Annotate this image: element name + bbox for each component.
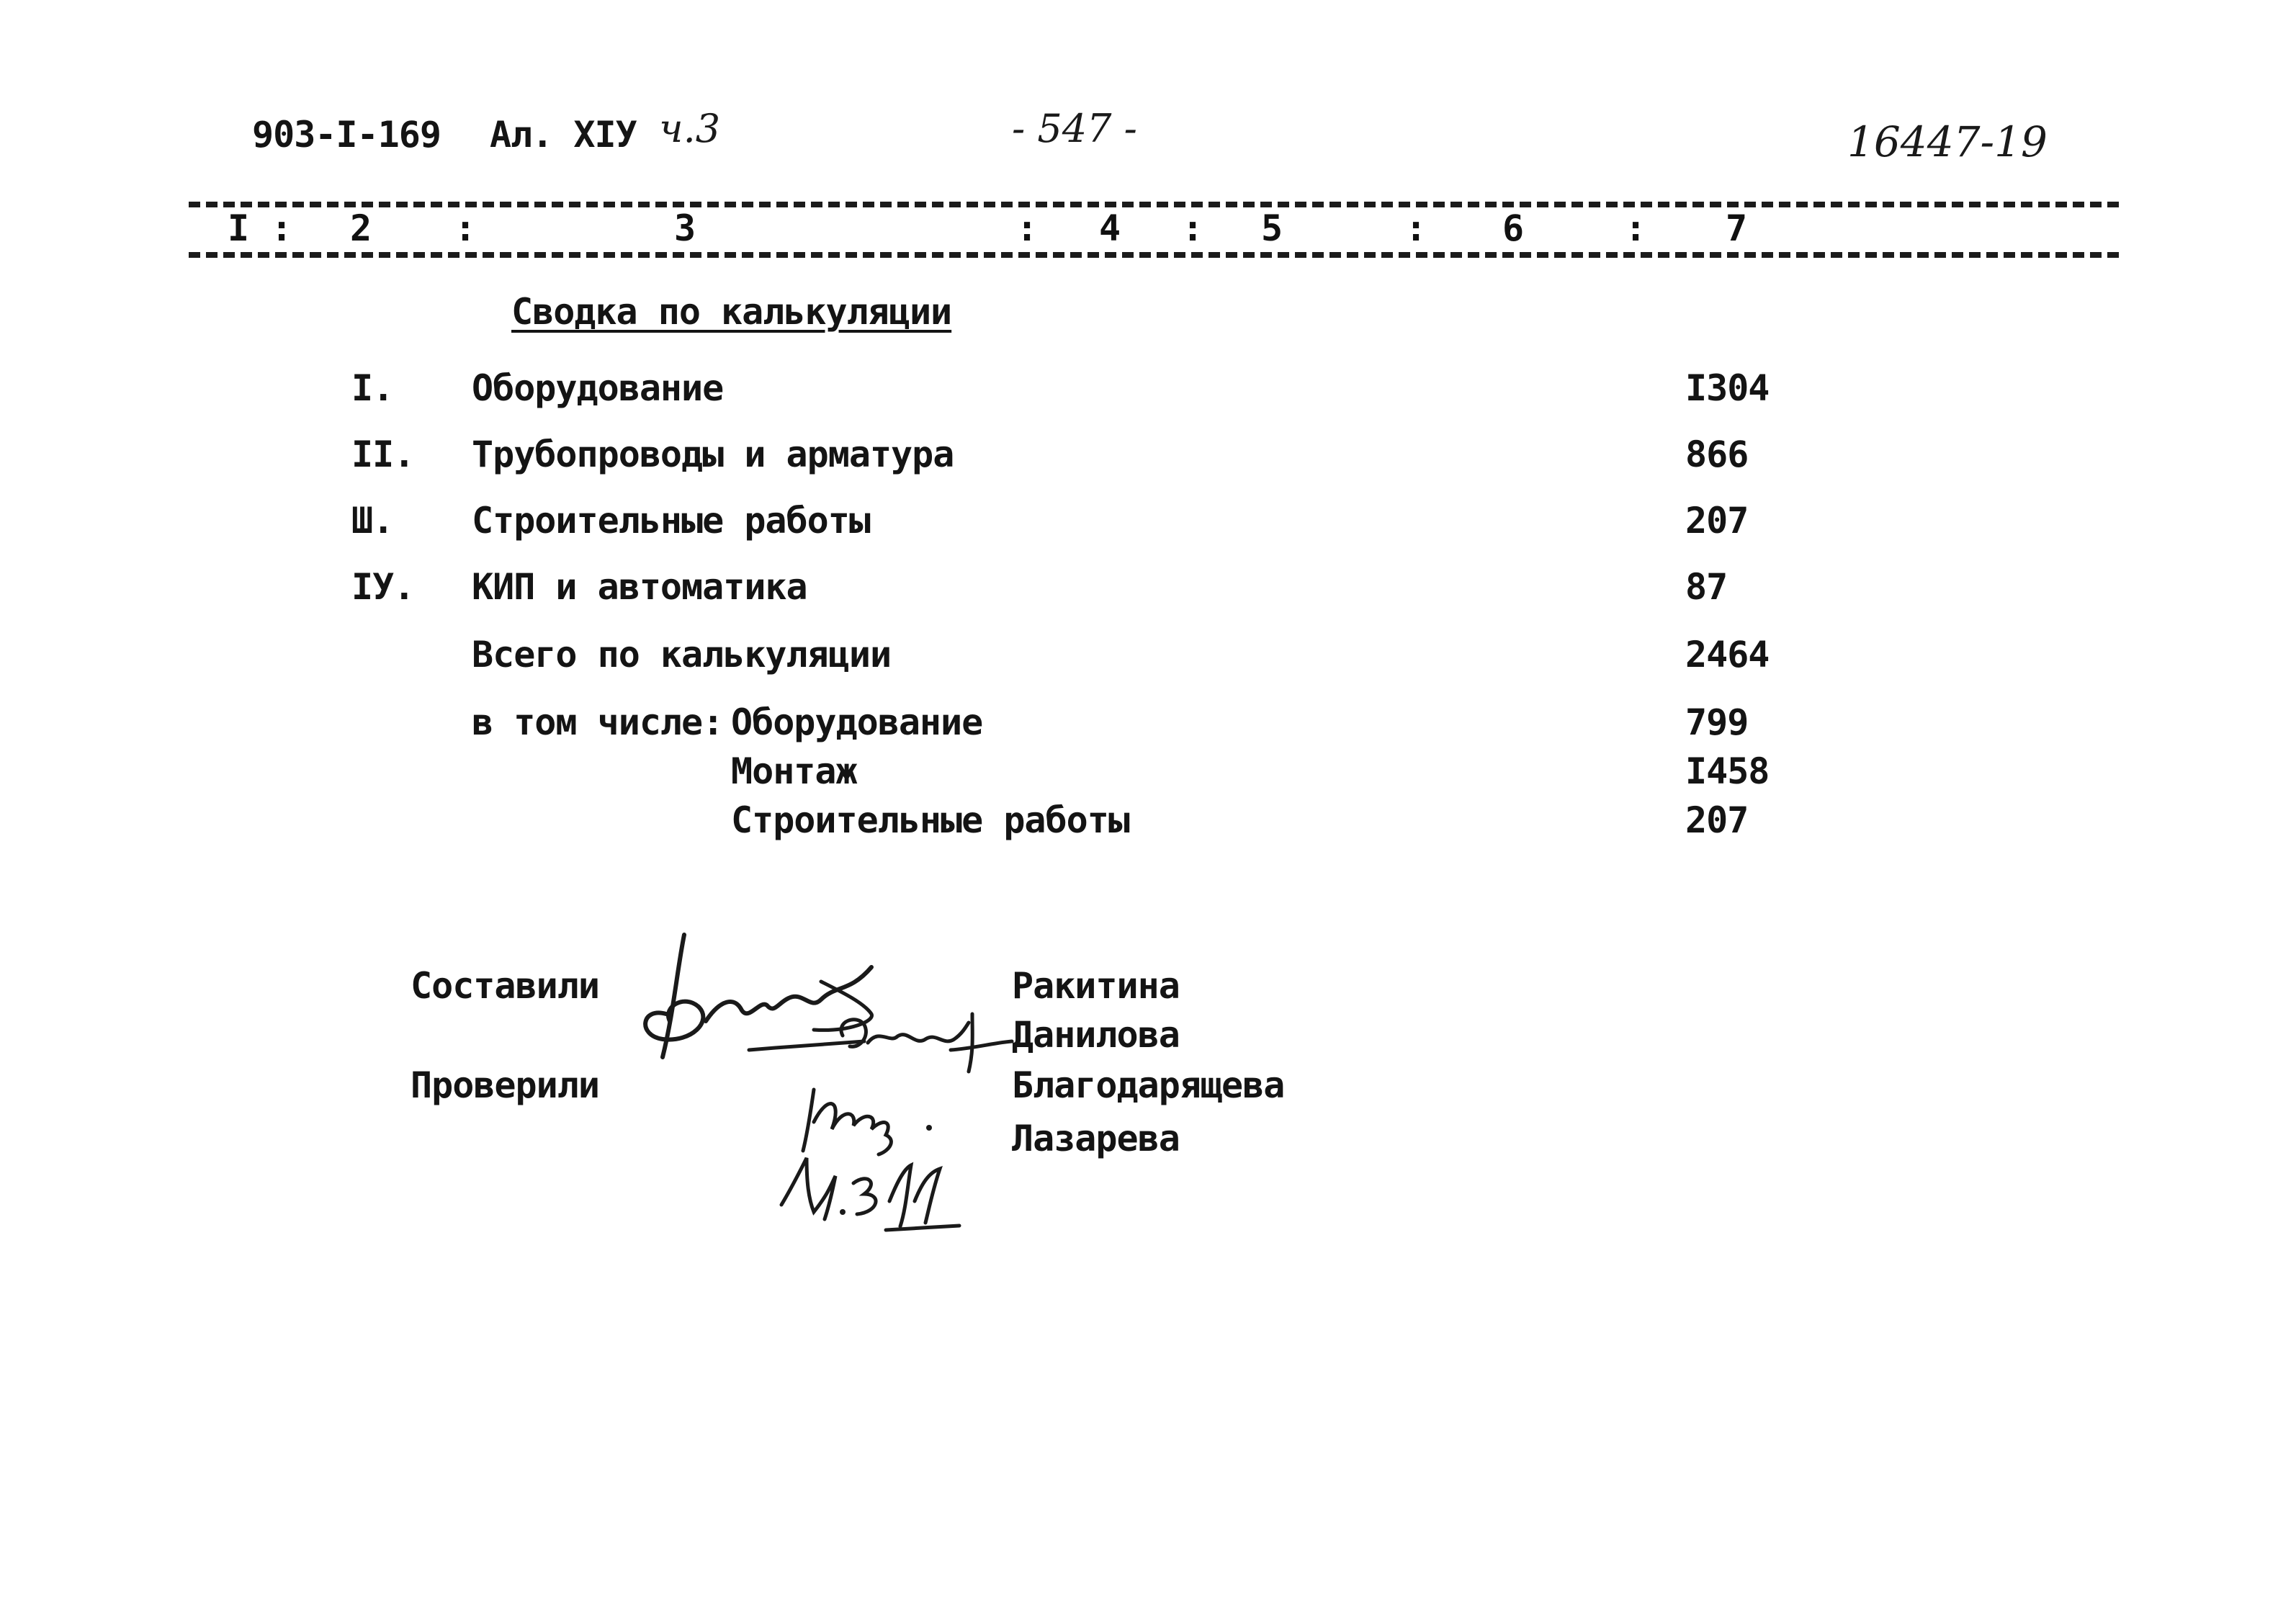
column-separator: : [1620,210,1651,246]
including-item-value: I458 [1685,750,1770,792]
checked-by-label: Проверили [411,1064,599,1106]
item-label: КИП и автоматика [472,566,807,608]
column-number: I [223,210,254,246]
item-value: 866 [1685,434,1749,475]
page-number: - 547 - [1012,106,1137,151]
column-number: 6 [1498,210,1528,246]
item-number: II. [351,434,415,475]
including-item-value: 799 [1685,701,1749,743]
item-number: I. [351,367,394,409]
item-value: I304 [1685,367,1770,409]
column-number: 4 [1095,210,1125,246]
including-item-label: Монтаж [731,750,857,792]
total-value: 2464 [1685,634,1770,675]
column-separator: : [1178,210,1208,246]
item-number: IУ. [351,566,415,608]
column-header-top-rule [189,202,2119,207]
item-label: Строительные работы [472,500,870,542]
summary-title: Сводка по калькуляции [511,291,952,333]
including-label: в том числе: [472,701,724,743]
column-header-bottom-rule [189,252,2119,258]
album-number: Ал. XIУ [490,114,637,156]
total-label: Всего по калькуляции [472,634,892,675]
item-value: 207 [1685,500,1749,542]
column-number: 3 [670,210,700,246]
item-label: Трубопроводы и арматура [472,434,954,475]
including-item-label: Оборудование [731,701,983,743]
including-item-label: Строительные работы [731,799,1129,841]
signer-name: Благодарящева [1012,1064,1285,1106]
signer-name: Ракитина [1012,965,1180,1007]
item-value: 87 [1685,566,1728,608]
compiled-by-label: Составили [411,965,599,1007]
column-number: 7 [1721,210,1752,246]
column-number: 2 [346,210,376,246]
column-separator: : [1401,210,1431,246]
including-item-value: 207 [1685,799,1749,841]
signer-name: Лазарева [1012,1118,1180,1159]
registration-number: 16447-19 [1847,117,2048,166]
document-code: 903-I-169 [252,114,441,156]
item-label: Оборудование [472,367,724,409]
signature-lazareva [763,1116,965,1251]
column-separator: : [1012,210,1042,246]
signer-name: Данилова [1012,1014,1180,1056]
item-number: Ш. [351,500,394,542]
column-separator: : [266,210,297,246]
column-number: 5 [1257,210,1287,246]
column-separator: : [450,210,480,246]
part-number: ч.3 [659,106,721,151]
